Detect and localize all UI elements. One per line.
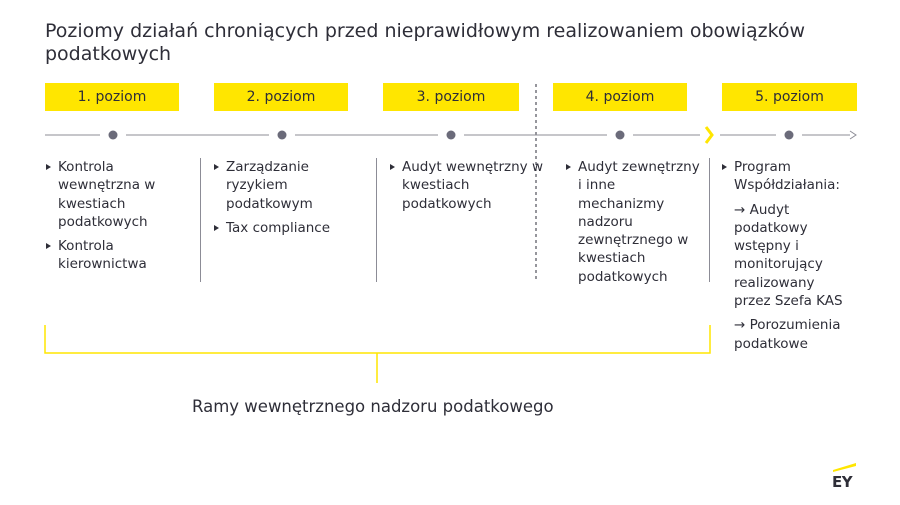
timeline-dot-1	[109, 131, 118, 140]
level-2-column	[213, 158, 373, 243]
list-item: Program Współdziałania:	[721, 158, 851, 195]
list-item: Tax compliance	[213, 219, 373, 237]
bracket-label: Ramy wewnętrznego nadzoru podatkowego	[192, 397, 554, 416]
level-4-label: 4. poziom	[553, 83, 687, 111]
level-2-label: 2. poziom	[214, 83, 348, 111]
level-4-column	[565, 158, 705, 292]
column-separator	[200, 158, 201, 282]
level-1-label: 1. poziom	[45, 83, 179, 111]
ey-logo: EY	[832, 473, 853, 491]
level-3-column	[389, 158, 549, 219]
yellow-chevron-icon	[706, 127, 712, 143]
level-3-label: 3. poziom	[383, 83, 519, 111]
list-item: Kontrola wewnętrzna w kwestiach podatkowych	[45, 158, 195, 231]
level-5-label: 5. poziom	[722, 83, 857, 111]
ey-logo-slash-icon	[833, 463, 856, 472]
timeline-dot-4	[616, 131, 625, 140]
column-separator	[709, 158, 710, 282]
list-item: Audyt wewnętrzny w kwestiach podatkowych	[389, 158, 549, 213]
list-item: Audyt zewnętrzny i inne mechanizmy nadzoru zewnętrznego w kwestiach podatkowych	[565, 158, 705, 286]
timeline-arrow-icon	[850, 131, 856, 139]
timeline-dot-2	[278, 131, 287, 140]
page-title: Poziomy działań chroniących przed nieprawidłowym realizowaniem obowiązków podatkowych	[45, 20, 806, 65]
level-5-column	[721, 158, 851, 353]
column-separator	[376, 158, 377, 282]
level-1-column	[45, 158, 195, 280]
timeline-dot-3	[447, 131, 456, 140]
list-item: Zarządzanie ryzykiem podatkowym	[213, 158, 373, 213]
sub-item: → Porozumienia podatkowe	[734, 317, 841, 352]
sub-item: → Audyt podatkowy wstępny i monitorujący realizowany przez Szefa KAS	[734, 201, 843, 310]
list-item: Kontrola kierownictwa	[45, 237, 195, 274]
timeline-dot-5	[785, 131, 794, 140]
bracket-line	[45, 325, 710, 353]
